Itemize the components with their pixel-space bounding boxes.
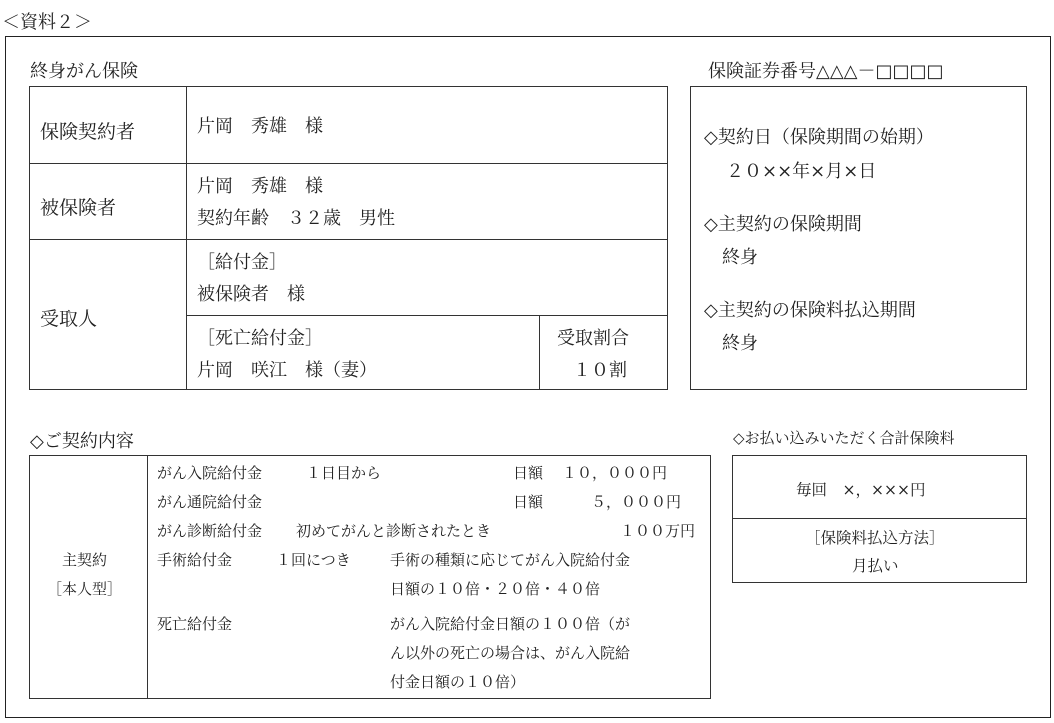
coverage-title: ◇ご契約内容: [30, 431, 134, 452]
payment-method-value: 月払い: [852, 557, 899, 575]
benefit-amount: １０，０００円: [562, 464, 668, 482]
product-name: 終身がん保険: [30, 61, 138, 82]
benefit-label: ［給付金］: [197, 252, 287, 273]
main-contract-label: 主契約: [62, 551, 108, 569]
benefit-name: がん通院給付金: [157, 493, 263, 511]
contractor-label: 保険契約者: [40, 121, 136, 143]
premium-amount: 毎回 ×，×××円: [796, 481, 926, 499]
payment-period-label: ◇主契約の保険料払込期間: [704, 300, 916, 321]
payment-method-label: ［保険料払込方法］: [805, 529, 945, 547]
coverage-period-value: 終身: [722, 247, 758, 268]
death-benefit-label: ［死亡給付金］: [197, 328, 323, 349]
benefit-amount-label: 日額: [513, 493, 544, 511]
contract-date-value: ２０××年×月×日: [726, 161, 877, 182]
ratio-header: 受取割合: [557, 328, 629, 349]
contractor-value: 片岡 秀雄 様: [197, 116, 323, 137]
premium-title: ◇お払い込みいただく合計保険料: [733, 429, 955, 447]
benefit-name: がん診断給付金: [157, 522, 263, 540]
death-benefit-value: 片岡 咲江 様（妻）: [197, 360, 377, 381]
benefit-name: 死亡給付金: [157, 615, 233, 633]
benefit-amount-label: 日額: [513, 464, 544, 482]
contract-date-label: ◇契約日（保険期間の始期）: [704, 127, 934, 148]
benefit-amount: １００万円: [620, 522, 696, 540]
benefit-description: ん以外の死亡の場合は、がん入院給: [390, 644, 631, 662]
document-label: ＜資料２＞: [2, 12, 92, 33]
benefit-condition: 初めてがんと診断されたとき: [296, 522, 492, 540]
benefit-description: 付金日額の１０倍）: [390, 673, 526, 691]
payment-period-value: 終身: [722, 333, 758, 354]
benefit-value: 被保険者 様: [197, 284, 305, 305]
insured-age: 契約年齢 ３２歳 男性: [197, 208, 395, 229]
benefit-name: 手術給付金: [157, 551, 233, 569]
insured-name: 片岡 秀雄 様: [197, 176, 323, 197]
benefit-description: 日額の１０倍・２０倍・４０倍: [390, 580, 601, 598]
benefit-amount: ５，０００円: [591, 493, 682, 511]
benefit-description: がん入院給付金日額の１００倍（が: [390, 615, 631, 633]
benefit-description: 手術の種類に応じてがん入院給付金: [390, 551, 631, 569]
beneficiary-label: 受取人: [40, 308, 98, 330]
policy-number: 保険証券番号△△△－□□□□: [708, 61, 944, 82]
coverage-period-label: ◇主契約の保険期間: [704, 214, 862, 235]
benefit-condition: １日目から: [306, 464, 382, 482]
insured-label: 被保険者: [40, 197, 117, 219]
benefit-name: がん入院給付金: [157, 464, 263, 482]
ratio-value: １０割: [573, 360, 627, 381]
main-contract-type: ［本人型］: [47, 580, 123, 598]
benefit-condition: １回につき: [276, 551, 351, 569]
